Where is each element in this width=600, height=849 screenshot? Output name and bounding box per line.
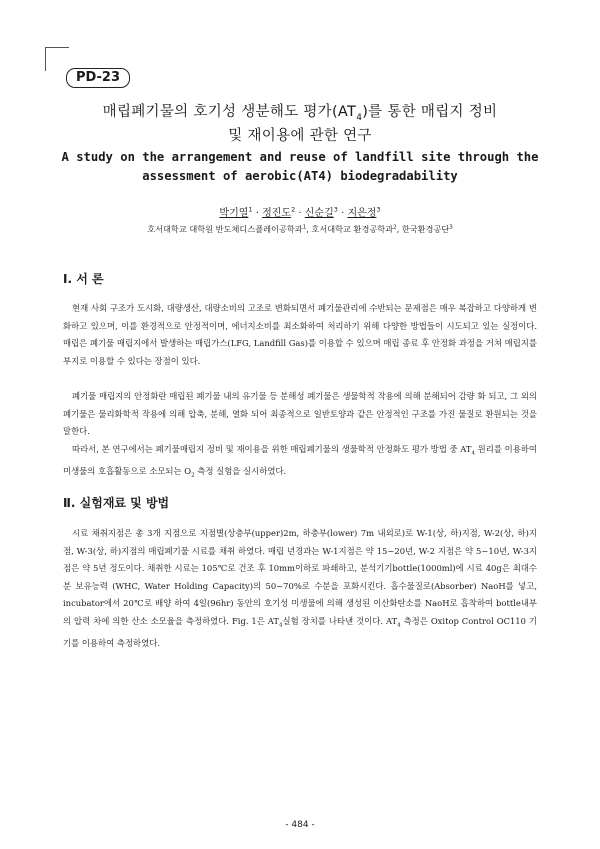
paragraph-intro-2: 폐기물 매립지의 안정화란 매립된 폐기물 내의 유기물 등 분해성 폐기물은 생물학적 작용에 의해 분해되어 감량 화 되고, 그 외의 폐기물은 물리화학적 작용에 의해 압축, 분해, 열화 되어 최종적으로 일반토양과 같은 안정적인 구조를 가진 물질로 환원되는 것을 말한다. (63, 391, 537, 437)
affiliation: 호서대학교 환경공학과$^2$ (311, 224, 397, 234)
author: 지은정$^3$ (347, 205, 381, 219)
paragraph-intro-1: 현재 사회 구조가 도시화, 대량생산, 대량소비의 고조로 변화되면서 폐기물관리에 수반되는 문제점은 매우 복잡하고 다양하게 변화하고 있으며, 이를 환경적으로 안정적이며, 에너지소비를 최소화하여 처리하기 위해 다양한 방법들이 시도되고 있는 실정이다. 매립은 폐기물 매립지에서 발생하는 매립가스(LFG, Landfill Gas)를 이용할 수 있으며 매립 종료 후 안정화 과정을 거쳐 매립지를 부지로 이용할 수 있다는 장점이 있다. (63, 303, 537, 366)
paragraph-methods-1: 시료 채취지점은 총 3개 지점으로 지점별(상층부(upper)2m, 하층부(lower) 7m 내외로)로 W-1(상, 하)지점, W-2(상, 하)지점, W-3(상, 하)지점의 매립폐기물 시료를 채취 하였다. 매립 년경과는 W-1지점은 약 15~20년, W-2 지점은 약 5~10년, W-3지점은 약 5년 정도이다. 채취한 시료는 105℃로 건조 후 10mm이하로 파쇄하고, 분석기기bottle(1000ml)에 시료 40g은 최대수분 보유능력 (WHC, Water Holding Capacity)의 50~70%로 수분을 포화시킨다. 흡수물질로(Absorber) NaoH를 넣고, incubator에서 20℃로 배양 하여 4일(96hr) 동안의 호기성 미생물에 의해 생성된 이산화탄소를 NaoH로 흡착하여 bottle내부의 압력 차에 의한 산소 소모율을 측정하였다. Fig. 1은 $AT_4$실험 장치를 나타낸 것이다. $AT_4$ 측정은 Oxitop Control OC110 기기를 이용하여 측정하였다. (63, 528, 538, 649)
paper-id-badge: PD-23 (66, 68, 130, 88)
section-heading-introduction: Ⅰ. 서 론 (63, 272, 104, 286)
title-english-line1: A study on the arrangement and reuse of landfill site through the (61, 150, 539, 164)
page-number: - 484 - (285, 820, 315, 830)
affiliation: 한국환경공단$^3$ (401, 224, 453, 234)
title-korean-line1: 매립폐기물의 호기성 생분해도 평가$(AT_4)$를 통한 매립지 정비 (102, 104, 498, 123)
title-english-line2: assessment of aerobic(AT4) biodegradability (142, 169, 458, 183)
author-list: 박기열$^1$ · 정진도$^2$ · 신순길$^3$ · 지은정$^3$ (219, 205, 381, 219)
affiliation: 호서대학교 대학원 반도체디스플레이공학과$^1$ (147, 224, 307, 234)
section-heading-methods: Ⅱ. 실험재료 및 방법 (63, 496, 170, 510)
affiliation-list: 호서대학교 대학원 반도체디스플레이공학과$^1$, 호서대학교 환경공학과$^2$, 한국환경공단$^3$ (147, 224, 453, 234)
title-korean-line2: 및 재이용에 관한 연구 (228, 128, 372, 144)
paragraph-intro-3: 따라서, 본 연구에서는 폐기물매립지 정비 및 재이용을 위한 매립폐기물의 생물학적 안정화도 평가 방법 중 $AT_4$ 원리를 이용하여 미생물의 호흡활동으로 소모되는 $O_2$ 측정 실험을 실시하였다. (63, 444, 537, 479)
corner-mark-horizontal (45, 47, 69, 48)
corner-mark-vertical (45, 47, 46, 71)
author: 박기열$^1$ (219, 205, 253, 219)
author: 신순길$^3$ (304, 205, 338, 219)
author: 정진도$^2$ (262, 205, 296, 219)
